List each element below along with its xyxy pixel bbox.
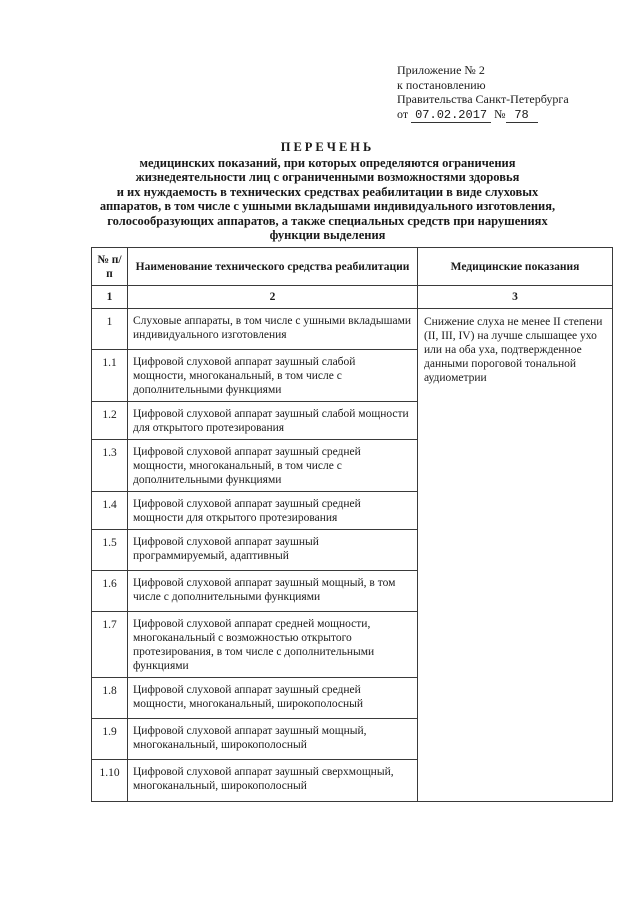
- column-number-row: [92, 286, 613, 309]
- approval-block: [397, 63, 607, 123]
- date-prefix: от: [397, 106, 409, 121]
- row-number: 1.3: [92, 440, 128, 492]
- devices-table: [91, 247, 613, 802]
- column-number: 3: [418, 286, 613, 309]
- row-number: 1: [92, 309, 128, 350]
- title-line: голосообразующих аппаратов, а также специальных средств при нарушениях: [107, 213, 548, 228]
- header-device-name: Наименование технического средства реабилитации: [128, 248, 418, 286]
- approval-line-government: Правительства Санкт-Петербурга: [397, 92, 569, 106]
- row-number: 1.10: [92, 760, 128, 802]
- row-number: 1.5: [92, 530, 128, 571]
- header-indications: Медицинские показания: [418, 248, 613, 286]
- row-device-name: Цифровой слуховой аппарат заушный средней мощности, многоканальный, в том числе с дополнительными функциями: [128, 440, 418, 492]
- row-device-name: Цифровой слуховой аппарат заушный слабой мощности для открытого протезирования: [128, 402, 418, 440]
- approval-date: 07.02.2017: [411, 108, 491, 124]
- title-line: жизнедеятельности лиц с ограниченными возможностями здоровья: [135, 170, 520, 184]
- title-line: аппаратов, в том числе с ушными вкладышами индивидуального изготовления,: [99, 199, 556, 213]
- document-title: [90, 140, 565, 243]
- title-line: функции выделения: [269, 228, 386, 242]
- row-device-name: Цифровой слуховой аппарат заушный сверхмощный, многоканальный, широкополосный: [128, 760, 418, 802]
- row-number: 1.1: [92, 350, 128, 402]
- title-line: и их нуждаемость в технических средствах реабилитации в виде слуховых: [116, 184, 539, 199]
- row-device-name: Цифровой слуховой аппарат заушный программируемый, адаптивный: [128, 530, 418, 571]
- table-row: [92, 309, 613, 350]
- row-device-name: Цифровой слуховой аппарат заушный мощный, в том числе с дополнительными функциями: [128, 571, 418, 612]
- column-number: 2: [128, 286, 418, 309]
- row-number: 1.4: [92, 492, 128, 530]
- row-device-name: Цифровой слуховой аппарат заушный слабой мощности, многоканальный, в том числе с дополнительными функциями: [128, 350, 418, 402]
- number-prefix: №: [494, 106, 506, 121]
- row-number: 1.8: [92, 678, 128, 719]
- header-number: № п/п: [92, 248, 128, 286]
- column-number: 1: [92, 286, 128, 309]
- approval-date-line: [397, 107, 607, 124]
- row-device-name: Цифровой слуховой аппарат заушный средней мощности для открытого протезирования: [128, 492, 418, 530]
- approval-number: 78: [506, 108, 538, 124]
- approval-line-appendix: Приложение № 2: [397, 63, 485, 77]
- row-device-name: Цифровой слуховой аппарат средней мощности, многоканальный с возможностью открытого протезирования, в том числе с дополнительными функциями: [128, 612, 418, 678]
- row-number: 1.2: [92, 402, 128, 440]
- row-number: 1.6: [92, 571, 128, 612]
- row-number: 1.7: [92, 612, 128, 678]
- row-device-name: Цифровой слуховой аппарат заушный средней мощности, многоканальный, широкополосный: [128, 678, 418, 719]
- row-device-name: Слуховые аппараты, в том числе с ушными вкладышами индивидуального изготовления: [128, 309, 418, 350]
- title-line: медицинских показаний, при которых определяются ограничения: [139, 155, 516, 170]
- row-number: 1.9: [92, 719, 128, 760]
- title-heading: ПЕРЕЧЕНЬ: [280, 140, 375, 154]
- medical-indication: Снижение слуха не менее II степени (II, III, IV) на лучше слышащее ухо или на оба уха, подтвержденное данными пороговой тональной аудиометрии: [418, 309, 613, 802]
- table-header-row: [92, 248, 613, 286]
- row-device-name: Цифровой слуховой аппарат заушный мощный, многоканальный, широкополосный: [128, 719, 418, 760]
- approval-line-resolution: к постановлению: [397, 77, 486, 92]
